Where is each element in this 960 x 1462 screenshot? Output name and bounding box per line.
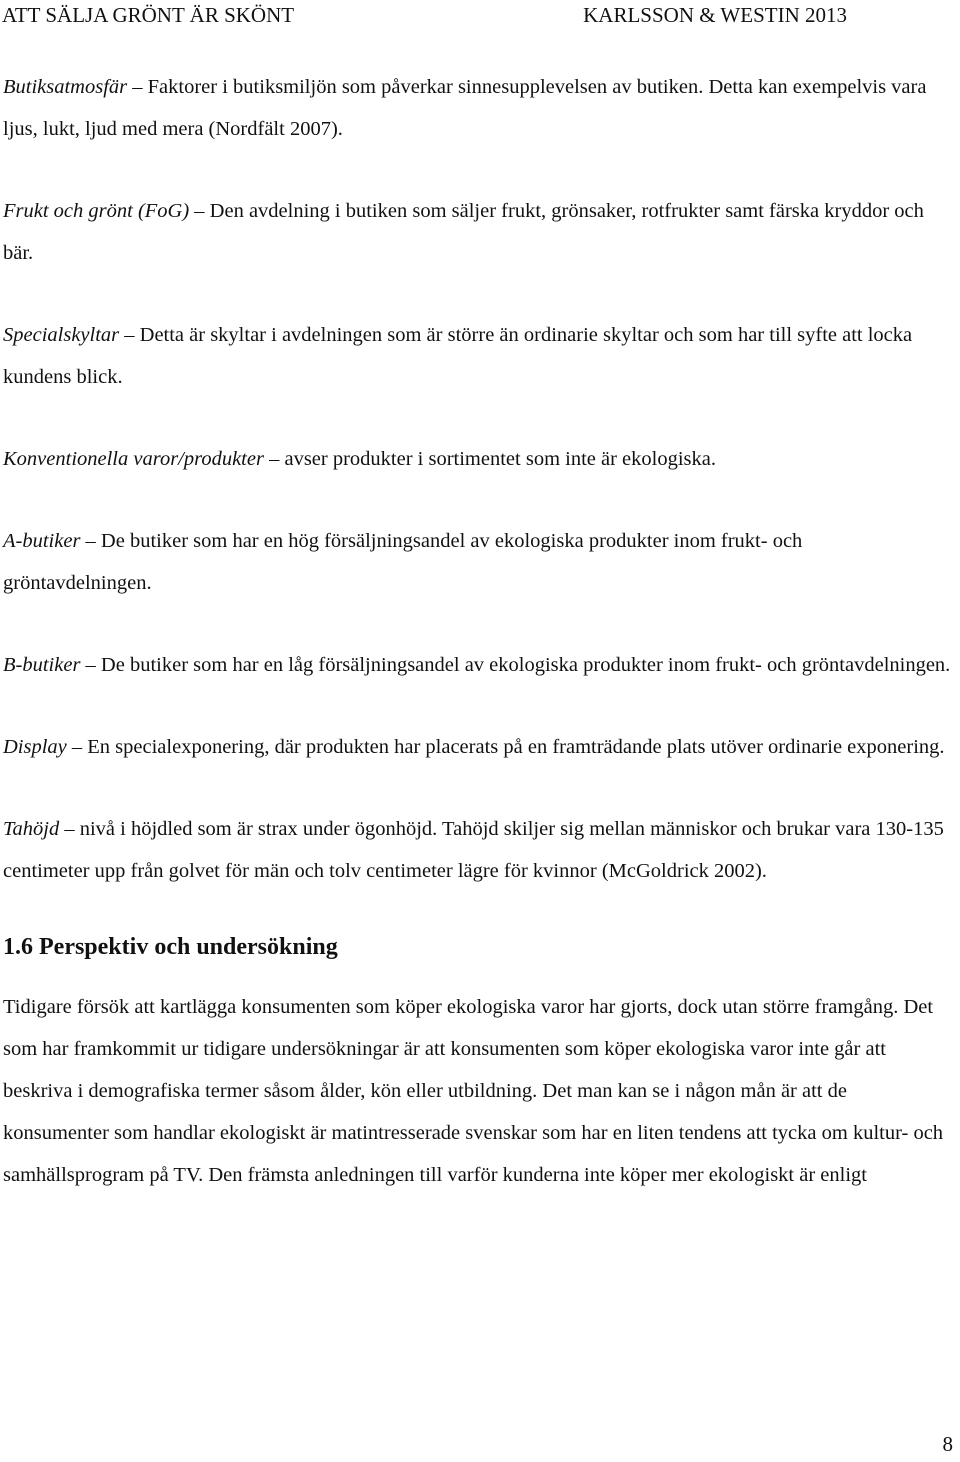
section-heading: 1.6 Perspektiv och undersökning <box>3 934 338 960</box>
document-authors: KARLSSON & WESTIN 2013 <box>583 3 847 27</box>
document-title: ATT SÄLJA GRÖNT ÄR SKÖNT <box>2 3 295 27</box>
page-content <box>3 66 953 1196</box>
page-header <box>0 0 960 30</box>
definition-text: Faktorer i butiksmiljön som påverkar sinnesupplevelsen av butiken. Detta kan exempelvis vara ljus, lukt, ljud med mera (Nordfält 2007). <box>3 76 927 140</box>
definition-item <box>3 66 953 150</box>
definition-text: De butiker som har en låg försäljningsandel av ekologiska produkter inom frukt- och gröntavdelningen. <box>100 654 951 676</box>
definition-item <box>3 438 953 480</box>
definition-dash: – <box>124 324 135 346</box>
definition-text: Den avdelning i butiken som säljer frukt, grönsaker, rotfrukter samt färska kryddor och bär. <box>3 200 924 264</box>
definition-dash: – <box>64 818 75 840</box>
body-paragraph: Tidigare försök att kartlägga konsumenten som köper ekologiska varor har gjorts, dock utan större framgång. Det som har framkommit ur tidigare undersökningar är att konsumenten som köper ekologiska varor inte går att beskriva i demografiska termer såsom ålder, kön eller utbildning. Det man kan se i någon mån är att de konsumenter som handlar ekologiskt är matintresserade svenskar som har en liten tendens att tycka om kultur- och samhällsprogram på TV. Den främsta anledningen till varför kunderna inte köper mer ekologiskt är enligt <box>3 996 944 1186</box>
definition-item <box>3 808 953 892</box>
definition-dash: – <box>85 530 96 552</box>
definition-text: En specialexponering, där produkten har placerats på en framträdande plats utöver ordinarie exponering. <box>87 736 945 758</box>
definition-term: Display <box>3 736 67 758</box>
definition-item <box>3 726 953 768</box>
definition-dash: – <box>269 448 280 470</box>
definition-item <box>3 520 953 604</box>
definition-text: avser produkter i sortimentet som inte är ekologiska. <box>284 448 716 470</box>
definition-term: Butiksatmosfär <box>3 76 128 98</box>
definition-dash: – <box>132 76 143 98</box>
definition-term: Tahöjd <box>3 818 60 840</box>
definition-item <box>3 190 953 274</box>
page-number: 8 <box>942 1432 953 1456</box>
definition-text: nivå i höjdled som är strax under ögonhöjd. Tahöjd skiljer sig mellan människor och brukar vara 130-135 centimeter upp från golvet för män och tolv centimeter lägre för kvinnor (McGoldrick 2002). <box>3 818 944 882</box>
definition-text: Detta är skyltar i avdelningen som är större än ordinarie skyltar och som har till syfte att locka kundens blick. <box>3 324 913 388</box>
definition-item <box>3 314 953 398</box>
definition-dash: – <box>194 200 205 222</box>
definition-term: Specialskyltar <box>3 324 120 346</box>
definition-term: Frukt och grönt (FoG) <box>3 200 190 222</box>
definition-term: A-butiker <box>3 530 81 552</box>
definition-dash: – <box>85 654 96 676</box>
definition-dash: – <box>71 736 83 758</box>
definition-term: Konventionella varor/produkter <box>3 448 264 470</box>
definition-item <box>3 644 953 686</box>
definition-term: B-butiker <box>3 654 81 676</box>
definition-text: De butiker som har en hög försäljningsandel av ekologiska produkter inom frukt- och gröntavdelningen. <box>3 530 803 594</box>
